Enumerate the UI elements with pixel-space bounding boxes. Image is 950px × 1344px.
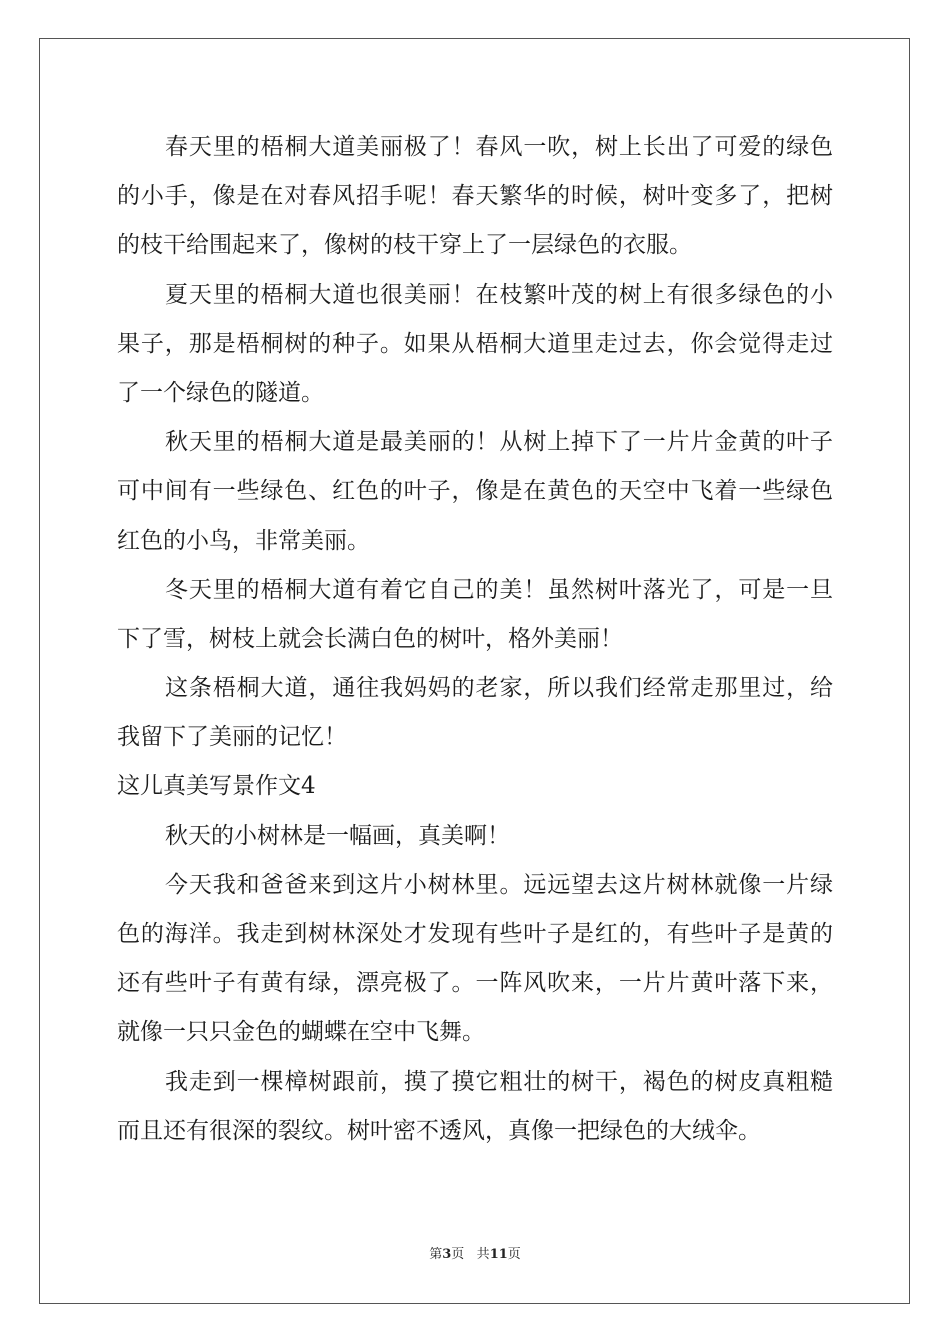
text-line: 夏天里的梧桐大道也很美丽！在枝繁叶茂的树上有很多绿色的小: [165, 281, 833, 308]
text-line: 春天里的梧桐大道美丽极了！春风一吹，树上长出了可爱的绿色: [165, 134, 833, 160]
section-title: 这儿真美写景作文4: [117, 773, 316, 800]
text-line: 这条梧桐大道，通往我妈妈的老家，所以我们经常走那里过，给: [165, 675, 833, 702]
footer-total-pages: 11: [489, 1247, 508, 1262]
text-line: 的枝干给围起来了，像树的枝干穿上了一层绿色的衣服。: [117, 232, 692, 259]
text-line: 了一个绿色的隧道。: [117, 379, 324, 406]
text-line: 秋天里的梧桐大道是最美丽的！从树上掉下了一片片金黄的叶子: [165, 429, 833, 456]
page-footer: [0, 1246, 950, 1264]
footer-total-suffix: 页: [507, 1247, 521, 1262]
text-line: 色的海洋。我走到树林深处才发现有些叶子是红的，有些叶子是黄的: [117, 921, 833, 947]
text-line: 可中间有一些绿色、红色的叶子，像是在黄色的天空中飞着一些绿色: [117, 478, 833, 505]
text-line: 冬天里的梧桐大道有着它自己的美！虽然树叶落光了，可是一旦: [165, 576, 833, 603]
text-line: 我走到一棵樟树跟前，摸了摸它粗壮的树干，褐色的树皮真粗糙: [165, 1068, 833, 1095]
text-line: 红色的小鸟，非常美丽。: [117, 527, 370, 554]
text-line: 下了雪，树枝上就会长满白色的树叶，格外美丽！: [117, 625, 623, 652]
footer-page-prefix: 第: [429, 1247, 443, 1262]
text-line: 果子，那是梧桐树的种子。如果从梧桐大道里走过去，你会觉得走过: [117, 330, 833, 357]
footer-page-suffix: 页: [451, 1247, 465, 1262]
text-line: 秋天的小树林是一幅画，真美啊！: [165, 822, 510, 849]
footer-total-prefix: 共: [476, 1247, 490, 1262]
footer-page-number: 3: [442, 1247, 452, 1262]
text-line: 就像一只只金色的蝴蝶在空中飞舞。: [117, 1019, 485, 1046]
text-line: 的小手，像是在对春风招手呢！春天繁华的时候，树叶变多了，把树: [117, 183, 833, 210]
text-line: 还有些叶子有黄有绿，漂亮极了。一阵风吹来，一片片黄叶落下来，: [117, 970, 833, 997]
text-line: 我留下了美丽的记忆！: [117, 724, 347, 751]
text-line: 今天我和爸爸来到这片小树林里。远远望去这片树林就像一片绿: [165, 871, 833, 898]
document-body: [117, 123, 833, 1156]
text-line: 而且还有很深的裂纹。树叶密不透风，真像一把绿色的大绒伞。: [117, 1117, 761, 1144]
